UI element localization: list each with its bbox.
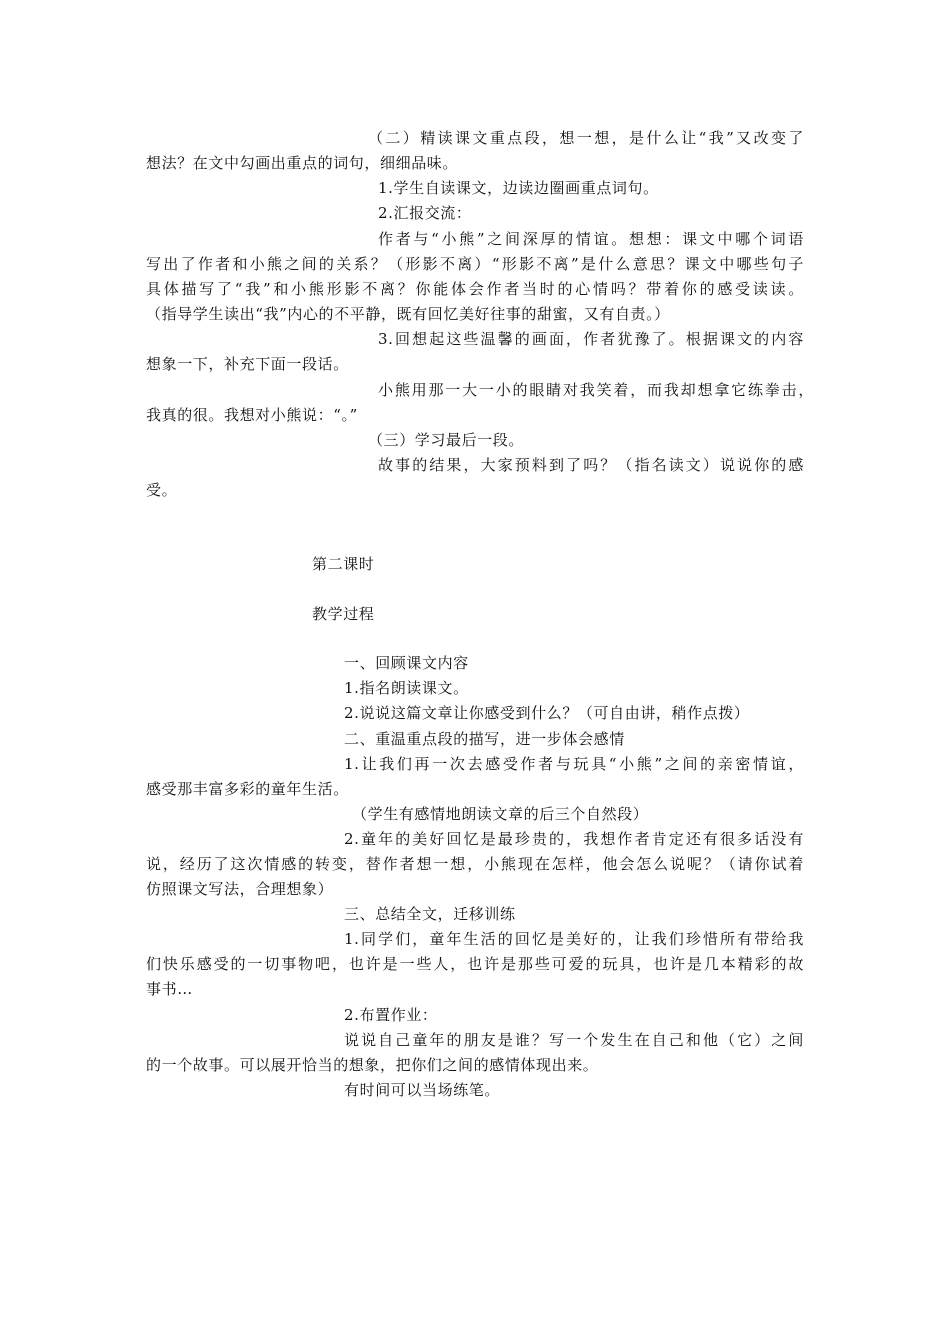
paragraph-line: 写出了作者和小熊之间的关系？（形影不离）“形影不离”是什么意思？课文中哪些句子 [146, 255, 804, 273]
section-2-heading: 二、重温重点段的描写，进一步体会感情 [344, 730, 625, 748]
part-3-paragraph-continued: 受。 [146, 481, 178, 499]
homework-paragraph: 说说自己童年的朋友是谁？写一个发生在自己和他（它）之间 [344, 1031, 804, 1049]
step-2: 2.汇报交流： [378, 204, 472, 222]
section-2-note: （学生有感情地朗读文章的后三个自然段） [352, 805, 649, 823]
homework-note: 有时间可以当场练笔。 [344, 1081, 501, 1099]
fill-in-passage: 小熊用那一大一小的眼睛对我笑着，而我却想拿它练拳击， [378, 381, 814, 399]
lesson-title: 第二课时 [312, 555, 375, 573]
section-3-item-1: 1.同学们，童年生活的回忆是美好的，让我们珍惜所有带给我 [344, 930, 804, 948]
section-3-item-1-continued: 事书… [146, 980, 193, 998]
step-3-continued: 想象一下，补充下面一段话。 [146, 355, 349, 373]
section-3-heading: 三、总结全文，迁移训练 [344, 905, 516, 923]
paragraph-line: 具体描写了“我”和小熊形影不离？你能体会作者当时的心情吗？带着你的感受读读。 [146, 280, 804, 298]
step-1: 1.学生自读课文，边读边圈画重点词句。 [378, 179, 659, 197]
section-1-item-2: 2.说说这篇文章让你感受到什么？（可自由讲，稍作点拨） [344, 704, 750, 722]
homework-paragraph-continued: 的一个故事。可以展开恰当的想象，把你们之间的感情体现出来。 [146, 1056, 599, 1074]
step-3: 3.回想起这些温馨的画面，作者犹豫了。根据课文的内容 [378, 330, 804, 348]
section-3-item-1-continued: 们快乐感受的一切事物吧，也许是一些人，也许是那些可爱的玩具，也许是几本精彩的故 [146, 955, 804, 973]
section-1-heading: 一、回顾课文内容 [344, 654, 469, 672]
section-3-item-2: 2.布置作业： [344, 1006, 438, 1024]
section-heading-continued: 想法？在文中勾画出重点的词句，细细品味。 [146, 154, 459, 172]
part-3-heading: （三）学习最后一段。 [368, 431, 525, 449]
section-2-item-2-continued: 仿照课文写法，合理想象） [146, 880, 334, 898]
paragraph-line: （指导学生读出“我”内心的不平静，既有回忆美好往事的甜蜜，又有自责。） [146, 305, 670, 323]
section-1-item-1: 1.指名朗读课文。 [344, 679, 469, 697]
section-2-item-1-continued: 感受那丰富多彩的童年生活。 [146, 780, 349, 798]
section-2-item-2: 2.童年的美好回忆是最珍贵的，我想作者肯定还有很多话没有 [344, 830, 804, 848]
part-3-paragraph: 故事的结果，大家预料到了吗？（指名读文）说说你的感 [378, 456, 804, 474]
section-2-item-2-continued: 说，经历了这次情感的转变，替作者想一想，小熊现在怎样，他会怎么说呢？（请你试着 [146, 855, 804, 873]
lesson-subtitle: 教学过程 [312, 605, 375, 623]
fill-in-passage-continued: 我真的很。我想对小熊说：“。” [146, 406, 358, 424]
paragraph-line: 作者与“小熊”之间深厚的情谊。想想：课文中哪个词语 [378, 230, 804, 248]
section-2-item-1: 1.让我们再一次去感受作者与玩具“小熊”之间的亲密情谊， [344, 755, 804, 773]
section-heading: （二）精读课文重点段，想一想，是什么让“我”又改变了 [368, 129, 804, 147]
